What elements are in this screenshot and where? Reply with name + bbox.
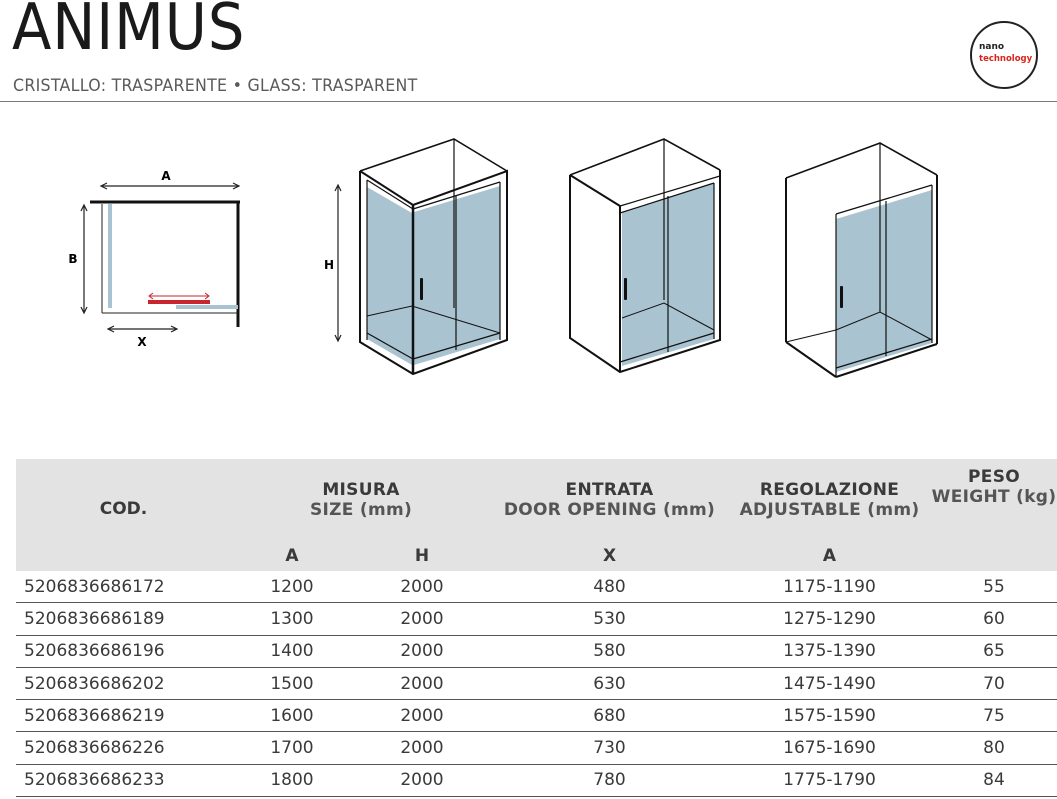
table-row xyxy=(16,700,1057,732)
weight-cell: 75 xyxy=(931,700,1057,732)
adjustable-column-header: REGOLAZIONE ADJUSTABLE (mm) xyxy=(739,480,920,521)
adjustable-cell: 1475-1490 xyxy=(728,667,931,699)
size-h-cell: 2000 xyxy=(353,732,491,764)
header-divider xyxy=(0,101,1057,102)
nano-technology-badge xyxy=(970,21,1038,89)
size-a-subheader: A xyxy=(285,546,299,567)
size-h-cell: 2000 xyxy=(353,667,491,699)
product-code-cell: 5206836686233 xyxy=(16,764,231,796)
code-column-header: COD. xyxy=(99,499,148,519)
adjustable-a-subheader: A xyxy=(822,546,837,567)
product-drawings xyxy=(0,103,1057,423)
product-spec-table xyxy=(16,459,1057,797)
dimension-label-a: A xyxy=(161,169,171,183)
door-opening-cell: 580 xyxy=(491,635,728,667)
door-opening-cell: 730 xyxy=(491,732,728,764)
size-a-cell: 1200 xyxy=(231,571,353,603)
corner-enclosure-drawing xyxy=(324,139,507,374)
product-title: ANIMUS xyxy=(12,0,246,65)
door-opening-cell: 780 xyxy=(491,764,728,796)
product-code-cell: 5206836686219 xyxy=(16,700,231,732)
product-code-cell: 5206836686202 xyxy=(16,667,231,699)
weight-cell: 80 xyxy=(931,732,1057,764)
adjustable-cell: 1175-1190 xyxy=(728,571,931,603)
badge-line-2: technology xyxy=(979,54,1033,64)
dimension-label-b: B xyxy=(68,252,78,266)
frontal-enclosure-drawing xyxy=(786,143,937,377)
product-code-cell: 5206836686172 xyxy=(16,571,231,603)
weight-cell: 84 xyxy=(931,764,1057,796)
weight-cell: 60 xyxy=(931,603,1057,635)
table-row xyxy=(16,603,1057,635)
door-opening-cell: 680 xyxy=(491,700,728,732)
dimension-label-h: H xyxy=(323,258,335,272)
table-row xyxy=(16,667,1057,699)
size-a-cell: 1500 xyxy=(231,667,353,699)
product-subtitle: CRISTALLO: TRASPARENTE • GLASS: TRASPARENT xyxy=(13,76,418,96)
size-a-cell: 1300 xyxy=(231,603,353,635)
door-opening-column-header: ENTRATA DOOR OPENING (mm) xyxy=(503,480,716,521)
size-h-subheader: H xyxy=(414,546,430,567)
weight-cell: 65 xyxy=(931,635,1057,667)
size-a-cell: 1400 xyxy=(231,635,353,667)
size-a-cell: 1800 xyxy=(231,764,353,796)
size-h-cell: 2000 xyxy=(353,603,491,635)
door-opening-cell: 480 xyxy=(491,571,728,603)
opening-x-subheader: X xyxy=(602,546,617,567)
size-h-cell: 2000 xyxy=(353,700,491,732)
product-code-cell: 5206836686226 xyxy=(16,732,231,764)
adjustable-cell: 1675-1690 xyxy=(728,732,931,764)
size-column-header: MISURA SIZE (mm) xyxy=(309,480,413,521)
adjustable-cell: 1375-1390 xyxy=(728,635,931,667)
door-opening-cell: 630 xyxy=(491,667,728,699)
adjustable-cell: 1575-1590 xyxy=(728,700,931,732)
size-h-cell: 2000 xyxy=(353,764,491,796)
table-row xyxy=(16,764,1057,796)
size-a-cell: 1600 xyxy=(231,700,353,732)
adjustable-cell: 1275-1290 xyxy=(728,603,931,635)
size-h-cell: 2000 xyxy=(353,571,491,603)
table-row xyxy=(16,571,1057,603)
size-a-cell: 1700 xyxy=(231,732,353,764)
dimension-label-x: X xyxy=(137,335,147,349)
door-opening-cell: 530 xyxy=(491,603,728,635)
table-row xyxy=(16,635,1057,667)
weight-cell: 70 xyxy=(931,667,1057,699)
weight-column-header: PESO WEIGHT (kg) xyxy=(931,467,1057,507)
table-row xyxy=(16,732,1057,764)
niche-enclosure-drawing xyxy=(570,139,720,372)
size-h-cell: 2000 xyxy=(353,635,491,667)
adjustable-cell: 1775-1790 xyxy=(728,764,931,796)
product-code-cell: 5206836686189 xyxy=(16,603,231,635)
weight-cell: 55 xyxy=(931,571,1057,603)
badge-line-1: nano xyxy=(979,42,1005,52)
plan-view-diagram xyxy=(68,169,240,349)
product-code-cell: 5206836686196 xyxy=(16,635,231,667)
